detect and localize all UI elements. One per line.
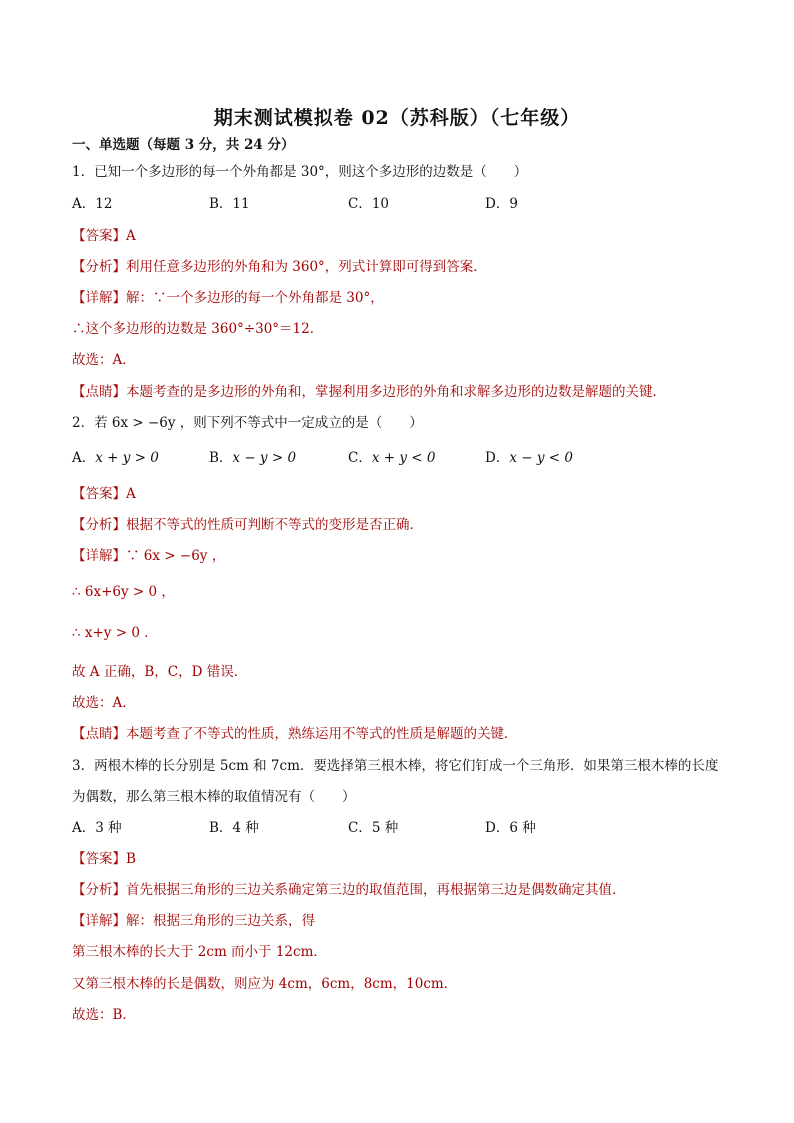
- detail-label: 【详解】: [72, 913, 126, 929]
- q2-option-a-math: x + y > 0: [95, 450, 159, 466]
- q3-stem-2: 为偶数，那么第三根木棒的取值情况有（ ）: [72, 789, 356, 805]
- q1-option-c: C．10: [348, 196, 390, 212]
- answer-label: 【答案】: [72, 851, 126, 867]
- q2-option-d-math: x − y < 0: [509, 450, 573, 466]
- q1-analysis: [72, 257, 487, 277]
- q3-stem: 3．两根木棒的长分别是 5cm 和 7cm．要选择第三根木棒，将它们钉成一个三角形．如果第三根木棒的长度: [72, 758, 719, 774]
- page-title: 期末测试模拟卷 02（苏科版）（七年级）: [213, 107, 581, 129]
- comment-label: 【点睛】: [72, 726, 126, 742]
- q2-detail: [72, 546, 225, 566]
- q3-option-d: D．6 种: [485, 820, 536, 836]
- q2-analysis: [72, 515, 423, 535]
- q2-options: [72, 448, 722, 468]
- q3-detail: [72, 911, 315, 931]
- analysis-label: 【分析】: [72, 259, 126, 275]
- q2-answer: [72, 484, 136, 504]
- detail-label: 【详解】: [72, 290, 126, 306]
- detail-text: 解：∵一个多边形的每一个外角都是 30°，: [126, 290, 384, 306]
- detail-label: 【详解】: [72, 548, 126, 564]
- q2-option-c: [348, 448, 435, 468]
- comment-text: 本题考查了不等式的性质，熟练运用不等式的性质是解题的关键．: [126, 726, 518, 742]
- q3-answer: [72, 849, 136, 869]
- comment-label: 【点睛】: [72, 384, 126, 400]
- analysis-text: 利用任意多边形的外角和为 360°，列式计算即可得到答案．: [126, 259, 487, 275]
- q2-stem: 2．若 6x > −6y ，则下列不等式中一定成立的是（ ）: [72, 415, 423, 431]
- answer-value: B: [126, 851, 136, 867]
- q2-option-b-math: x − y > 0: [232, 450, 297, 466]
- detail-text: 解：根据三角形的三边关系，得: [126, 913, 315, 929]
- q2-detail-2: ∴ 6x+6y > 0 ，: [72, 584, 175, 600]
- q1-options: [72, 194, 722, 214]
- analysis-text: 首先根据三角形的三边关系确定第三边的取值范围，再根据第三边是偶数确定其值．: [126, 882, 626, 898]
- detail-text: ∵ 6x > −6y ，: [126, 548, 226, 564]
- q2-option-c-label: C．: [348, 450, 372, 466]
- q3-option-c: C．5 种: [348, 820, 399, 836]
- q3-choose: 故选：B．: [72, 1007, 136, 1023]
- q2-option-b-label: B．: [209, 450, 233, 466]
- q1-option-d: D．9: [485, 196, 518, 212]
- q2-option-a-label: A．: [72, 450, 96, 466]
- q3-option-a: A．3 种: [72, 820, 122, 836]
- comment-text: 本题考查的是多边形的外角和，掌握利用多边形的外角和求解多边形的边数是解题的关键．: [126, 384, 666, 400]
- answer-label: 【答案】: [72, 486, 126, 502]
- q1-answer: [72, 226, 136, 246]
- q1-option-a: A．12: [72, 196, 113, 212]
- q2-option-a: [72, 448, 159, 468]
- q2-option-d-label: D．: [485, 450, 510, 466]
- q1-stem: 1．已知一个多边形的每一个外角都是 30°，则这个多边形的边数是（ ）: [72, 164, 528, 180]
- q3-options: [72, 818, 722, 838]
- answer-label: 【答案】: [72, 228, 126, 244]
- q2-detail-4: 故 A 正确，B，C，D 错误．: [72, 664, 248, 680]
- q3-detail-3: 又第三根木棒的长是偶数，则应为 4cm，6cm，8cm，10cm．: [72, 976, 458, 992]
- q2-comment: [72, 724, 518, 744]
- analysis-label: 【分析】: [72, 517, 126, 533]
- q2-option-b: [209, 448, 296, 468]
- q3-analysis: [72, 880, 626, 900]
- q1-detail-2: ∴这个多边形的边数是 360°÷30°＝12．: [72, 321, 324, 337]
- q1-comment: [72, 382, 666, 402]
- q1-detail: [72, 288, 384, 308]
- q2-option-c-math: x + y < 0: [371, 450, 436, 466]
- answer-value: A: [126, 486, 136, 502]
- q3-option-b: B．4 种: [209, 820, 259, 836]
- analysis-text: 根据不等式的性质可判断不等式的变形是否正确．: [126, 517, 423, 533]
- answer-value: A: [126, 228, 136, 244]
- q2-detail-3: ∴ x+y > 0 ．: [72, 625, 158, 641]
- section-heading: 一、单选题（每题 3 分，共 24 分）: [72, 137, 295, 153]
- q2-option-d: [485, 448, 573, 468]
- q1-option-b: B．11: [209, 196, 250, 212]
- q3-detail-2: 第三根木棒的长大于 2cm 而小于 12cm．: [72, 944, 327, 960]
- q1-choose: 故选：A．: [72, 352, 136, 368]
- analysis-label: 【分析】: [72, 882, 126, 898]
- q2-choose: 故选：A．: [72, 695, 136, 711]
